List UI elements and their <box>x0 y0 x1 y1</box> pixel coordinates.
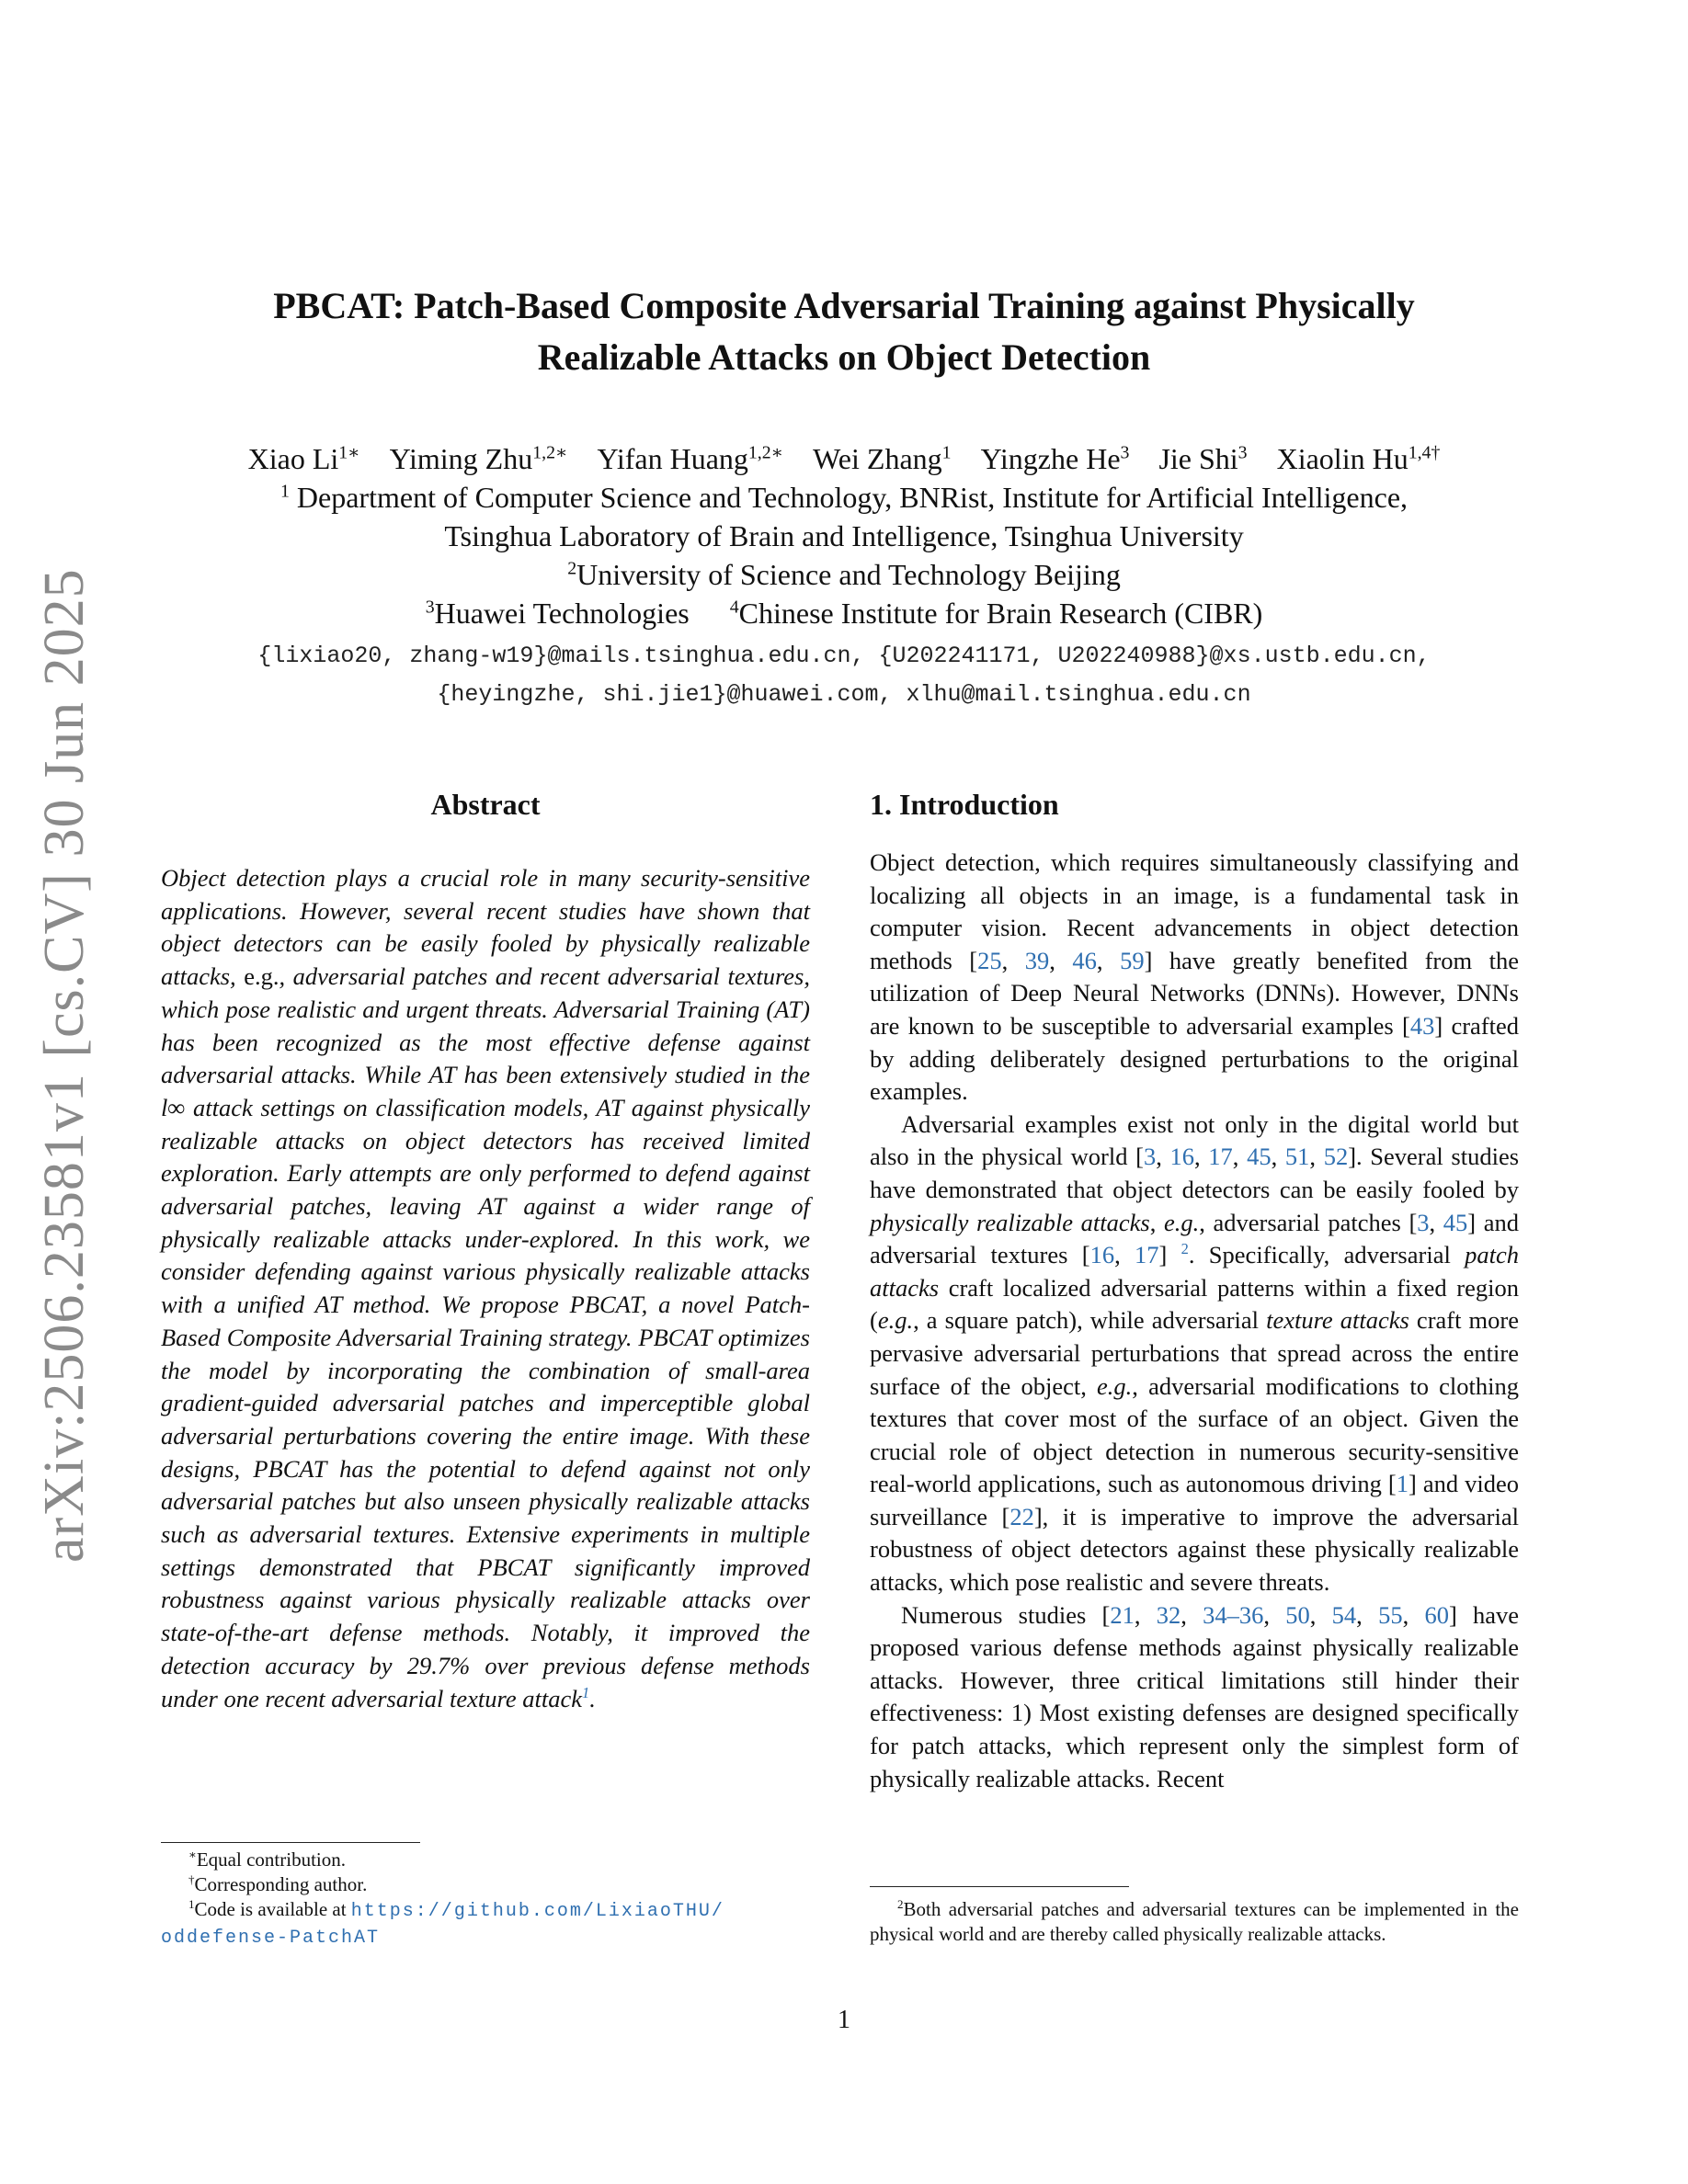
citation[interactable]: 43 <box>1409 1011 1435 1040</box>
citation[interactable]: 60 <box>1424 1600 1449 1629</box>
affiliation-1: $^1$ Department of Computer Science and Technology, BNRist, Institute for Artificial Intelligence, <box>279 481 1409 514</box>
citation[interactable]: 59 <box>1120 946 1145 974</box>
citation[interactable]: 32 <box>1156 1600 1181 1629</box>
citation[interactable]: 34–36 <box>1203 1600 1264 1629</box>
introduction-heading: 1. Introduction <box>870 788 1059 821</box>
citation[interactable]: 16 <box>1089 1241 1115 1269</box>
citation[interactable]: 3 <box>1143 1143 1157 1171</box>
author: Yiming Zhu$^{1,2∗}$ <box>389 442 568 475</box>
citation[interactable]: 16 <box>1169 1143 1194 1171</box>
footnote: $^1$Code is available at https://github.com/LixiaoTHU/ <box>188 1897 724 1922</box>
citation[interactable]: 17 <box>1135 1241 1159 1269</box>
title-line-2: Realizable Attacks on Object Detection <box>537 336 1151 378</box>
paragraph: Numerous studies [21, 32, 34–36, 50, 54, 55, 60] have proposed various defense methods against physically realizable attacks. However, three critical limitations still hinder their effectiveness: 1) Most existing defenses are designed specifically for patch attacks, which represent only the simplest form of physically realizable attacks. Recent <box>870 1600 1520 1792</box>
citation[interactable]: 39 <box>1024 946 1050 974</box>
paragraph: Adversarial examples exist not only in the digital world but also in the physical world [3, 16, 17, 45, 51, 52]. Several studies have demonstrated that object detectors can be easily fooled by physically realizable attacks, e.g., adversarial patches [3, 45] and adversarial textures [16, 17] $^2$. Specifically, adversarial patch attacks craft localized adversarial patterns within a fixed region (e.g., a square patch), while adversarial texture attacks craft more pervasive adversarial perturbations that spread across the entire surface of the object, e.g., adversarial modifications to clothing textures that cover most of the surface of an object. Given the crucial role of object detection in numerous security-sensitive real-world applications, such as autonomous driving [1] and video surveillance [22], it is imperative to improve the adversarial robustness of object detectors against these physically realizable attacks, which pose realistic and severe threats. <box>870 1109 1520 1597</box>
author: Wei Zhang$^1$ <box>813 442 952 475</box>
title-line-1: PBCAT: Patch-Based Composite Adversarial Training against Physically <box>273 285 1415 326</box>
citation[interactable]: 25 <box>977 946 1002 974</box>
affiliation-1-cont: Tsinghua Laboratory of Brain and Intelligence, Tsinghua University <box>444 519 1244 552</box>
footnote-link-cont <box>161 1924 810 1951</box>
paper-title <box>165 280 1523 383</box>
paragraph: Object detection, which requires simultaneously classifying and localizing all objects in an image, is a fundamental task in computer vision. Recent advancements in object detection methods [25, 39, 46, 59] have greatly benefited from the utilization of Deep Neural Networks (DNNs). However, DNNs are known to be susceptible to adversarial examples [43] crafted by adding deliberately designed perturbations to the original examples. <box>870 848 1520 1106</box>
citation[interactable]: 55 <box>1378 1600 1403 1629</box>
citation[interactable]: 21 <box>1110 1600 1135 1629</box>
citation[interactable]: 22 <box>1009 1502 1034 1530</box>
author: Yingzhe He$^3$ <box>980 442 1130 475</box>
footnote-ref[interactable]: 1 <box>581 1683 590 1701</box>
citation[interactable]: 3 <box>1417 1208 1430 1236</box>
abstract-heading: Abstract <box>430 788 541 821</box>
code-link-cont[interactable]: oddefense-PatchAT <box>161 1928 381 1949</box>
footnote-rule <box>870 1886 1129 1887</box>
citation[interactable]: 45 <box>1443 1208 1468 1236</box>
citation[interactable]: 45 <box>1247 1143 1272 1171</box>
introduction-body <box>870 847 1519 1795</box>
footnote-right: $^2$Both adversarial patches and adversarial textures can be implemented in the physical world and are thereby called physically realizable attacks. <box>870 1897 1519 1945</box>
citation[interactable]: 54 <box>1331 1600 1357 1629</box>
author: Xiao $Li^{1∗}$ <box>247 442 360 475</box>
abstract-body: Object detection plays a crucial role in many security-sensitive applications. However, several recent studies have shown that object detectors can be easily fooled by physically realizable attacks, e.g., adversarial patches and recent adversarial textures, which pose realistic and urgent threats. Adversarial Training (AT) has been recognized as the most effective defense against adversarial attacks. While AT has been extensively studied in the l∞ attack settings on classification models, AT against physically realizable attacks on object detectors has received limited exploration. Early attempts are only performed to defend against adversarial patches, leaving AT against a wider range of physically realizable attacks under-explored. In this work, we consider defending against various physically realizable attacks with a unified AT method. We propose PBCAT, a novel Patch-Based Composite Adversarial Training strategy. PBCAT optimizes the model by incorporating the combination of small-area gradient-guided adversarial patches and imperceptible global adversarial perturbations covering the entire image. With these designs, PBCAT has the potential to defend against not only adversarial patches but also unseen physically realizable attacks such as adversarial textures. Extensive experiments in multiple settings demonstrated that PBCAT significantly improved robustness against various physically realizable attacks over state-of-the-art defense methods. Notably, it improved the detection accuracy by 29.7% over previous defense methods under one recent adversarial texture attack$^1$. <box>161 864 810 1712</box>
citation[interactable]: 17 <box>1208 1143 1233 1171</box>
page-number: 1 <box>838 2006 850 2034</box>
footnote: ∗Equal contribution. <box>188 1848 346 1871</box>
citation[interactable]: 51 <box>1284 1143 1310 1171</box>
footnote-rule <box>161 1842 420 1843</box>
author: Jie Shi$^3$ <box>1158 442 1248 475</box>
email-line-2: {heyingzhe, shi.jie1}@huawei.com, xlhu@mail.tsinghua.edu.cn <box>437 681 1251 708</box>
email-line-1: {lixiao20, zhang-w19}@mails.tsinghua.edu.cn, {U202241171, U202240988}@xs.ustb.edu.cn, <box>257 643 1431 669</box>
author-list <box>110 439 1578 478</box>
citation[interactable]: 46 <box>1072 946 1097 974</box>
code-link[interactable]: https://github.com/LixiaoTHU/ <box>350 1901 724 1922</box>
citation[interactable]: 52 <box>1323 1143 1349 1171</box>
footnote-ref[interactable]: 2 <box>1180 1240 1189 1258</box>
affiliation-3-4: $^3$Huawei Technologies $^4$Chinese Institute for Brain Research (CIBR) <box>425 597 1263 630</box>
author: Yifan Huang$^{1,2∗}$ <box>597 442 784 475</box>
author: Xiaolin $Hu^{1,4\dagger}$ <box>1276 442 1441 475</box>
affiliation-2: $^2$University of Science and Technology Beijing <box>567 558 1121 591</box>
arxiv-stamp: arXiv:2506.23581v1 [cs.CV] 30 Jun 2025 <box>33 568 96 1563</box>
footnotes-left <box>161 1848 810 1951</box>
citation[interactable]: 50 <box>1285 1600 1310 1629</box>
citation[interactable]: 1 <box>1396 1470 1409 1498</box>
footnote: †Corresponding author. <box>188 1872 368 1895</box>
